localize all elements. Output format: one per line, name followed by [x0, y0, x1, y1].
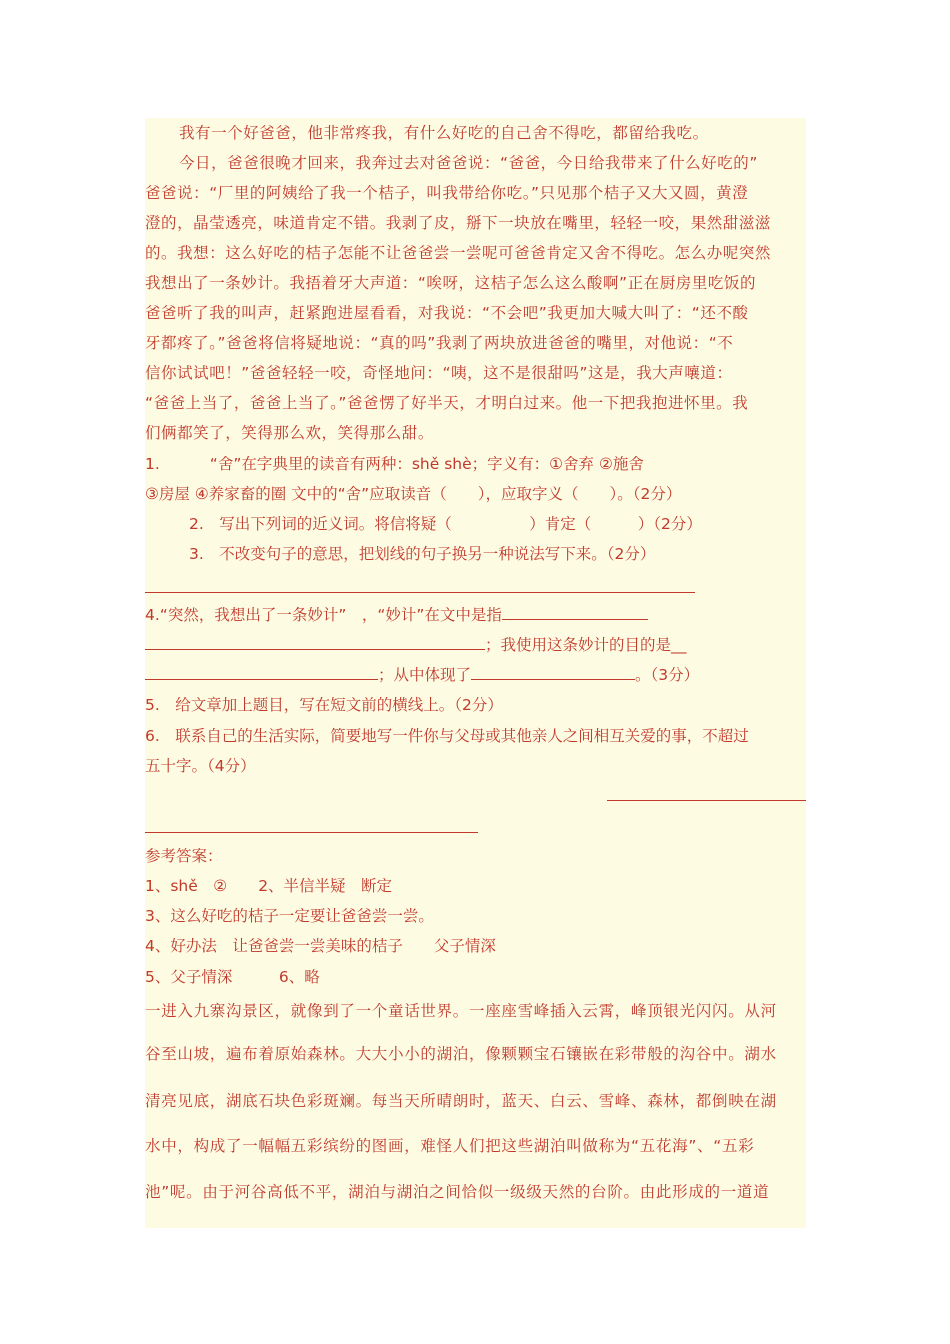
question-6-line-1: 6. 联系自己的生活实际，简要地写一件你与父母或其他亲人之间相互关爱的事，不超过 — [145, 727, 749, 745]
question-4-text: 。（3分） — [635, 666, 700, 684]
story-line: 我有一个好爸爸，他非常疼我，有什么好吃的自己舍不得吃，都留给我吃。 — [179, 124, 709, 142]
answer-blank[interactable] — [145, 665, 378, 680]
story-line: 信你试试吧！”爸爸轻轻一咬，奇怪地问：“咦，这不是很甜吗”这是，我大声嚷道： — [145, 364, 733, 382]
question-4-line-1 — [145, 605, 806, 625]
question-4-text: ；从中体现了 — [378, 666, 472, 684]
answer-3: 3、这么好吃的桔子一定要让爸爸尝一尝。 — [145, 907, 434, 925]
question-4-text: ；我使用这条妙计的目的是__ — [485, 636, 687, 654]
story-line: 澄的，晶莹透亮，味道肯定不错。我剥了皮，掰下一块放在嘴里，轻轻一咬，果然甜滋滋 — [145, 214, 771, 232]
answer-line[interactable] — [145, 832, 478, 833]
passage-line: 一进入九寨沟景区，就像到了一个童话世界。一座座雪峰插入云霄，峰顶银光闪闪。从河 — [145, 1002, 777, 1020]
answer-line[interactable] — [145, 592, 695, 593]
story-line: 爸爸听了我的叫声，赶紧跑进屋看看，对我说：“不会吧”我更加大喊大叫了：“还不酸 — [145, 304, 749, 322]
story-line: 我想出了一条妙计。我捂着牙大声道：“唉呀，这桔子怎么这么酸啊”正在厨房里吃饭的 — [145, 274, 757, 292]
passage-line: 清亮见底，湖底石块色彩斑斓。每当天所晴朗时，蓝天、白云、雪峰、森林，都倒映在湖 — [145, 1092, 777, 1110]
question-4-text: 4.“突然，我想出了一条妙计” ，“妙计”在文中是指 — [145, 606, 502, 624]
question-3: 3. 不改变句子的意思，把划线的句子换另一种说法写下来。（2分） — [189, 545, 656, 563]
question-5: 5. 给文章加上题目，写在短文前的横线上。（2分） — [145, 696, 503, 714]
answer-4: 4、好办法 让爸爸尝一尝美味的桔子 父子情深 — [145, 937, 496, 955]
answer-blank[interactable] — [145, 635, 485, 650]
question-6-line-2: 五十字。（4分） — [145, 757, 256, 775]
question-1-number: 1. — [145, 455, 160, 473]
story-line: “爸爸上当了，爸爸上当了。”爸爸愣了好半天，才明白过来。他一下把我抱进怀里。我 — [145, 394, 749, 412]
question-1-text: “舍”在字典里的读音有两种：shě shè；字义有：①舍弃 ②施舍 — [209, 455, 644, 473]
passage-line: 池”呢。由于河谷高低不平，湖泊与湖泊之间恰似一级级天然的台阶。由此形成的一道道 — [145, 1183, 770, 1201]
passage-line: 水中，构成了一幅幅五彩缤纷的图画，难怪人们把这些湖泊叫做称为“五花海”、“五彩 — [145, 1137, 755, 1155]
answer-5-6: 5、父子情深 6、略 — [145, 968, 320, 986]
story-line: 爸爸说：“厂里的阿姨给了我一个桔子，叫我带给你吃。”只见那个桔子又大又圆，黄澄 — [145, 184, 749, 202]
answer-1-2: 1、shě ② 2、半信半疑 断定 — [145, 877, 393, 895]
story-line: 们俩都笑了，笑得那么欢，笑得那么甜。 — [145, 424, 434, 442]
question-4-line-3 — [145, 665, 806, 685]
question-4-line-2 — [145, 635, 806, 655]
question-1-line-1 — [145, 454, 806, 474]
answer-line[interactable] — [607, 800, 806, 801]
question-1-line-2: ③房屋 ④养家畜的圈 文中的“舍”应取读音（ ），应取字义（ ）。（2分） — [145, 485, 682, 503]
question-2: 2. 写出下列词的近义词。将信将疑（ ）肯定（ ）（2分） — [189, 515, 702, 533]
passage-line: 谷至山坡，遍布着原始森林。大大小小的湖泊，像颗颗宝石镶嵌在彩带般的沟谷中。湖水 — [145, 1045, 777, 1063]
answers-heading: 参考答案： — [145, 847, 223, 865]
story-line: 今日，爸爸很晚才回来，我奔过去对爸爸说：“爸爸，今日给我带来了什么好吃的” — [179, 154, 758, 172]
answer-blank[interactable] — [471, 665, 635, 680]
story-line: 牙都疼了。”爸爸将信将疑地说：“真的吗”我剥了两块放进爸爸的嘴里，对他说：“不 — [145, 334, 734, 352]
answer-blank[interactable] — [502, 605, 648, 620]
story-line: 的。我想：这么好吃的桔子怎能不让爸爸尝一尝呢可爸爸肯定又舍不得吃。怎么办呢突然 — [145, 244, 771, 262]
